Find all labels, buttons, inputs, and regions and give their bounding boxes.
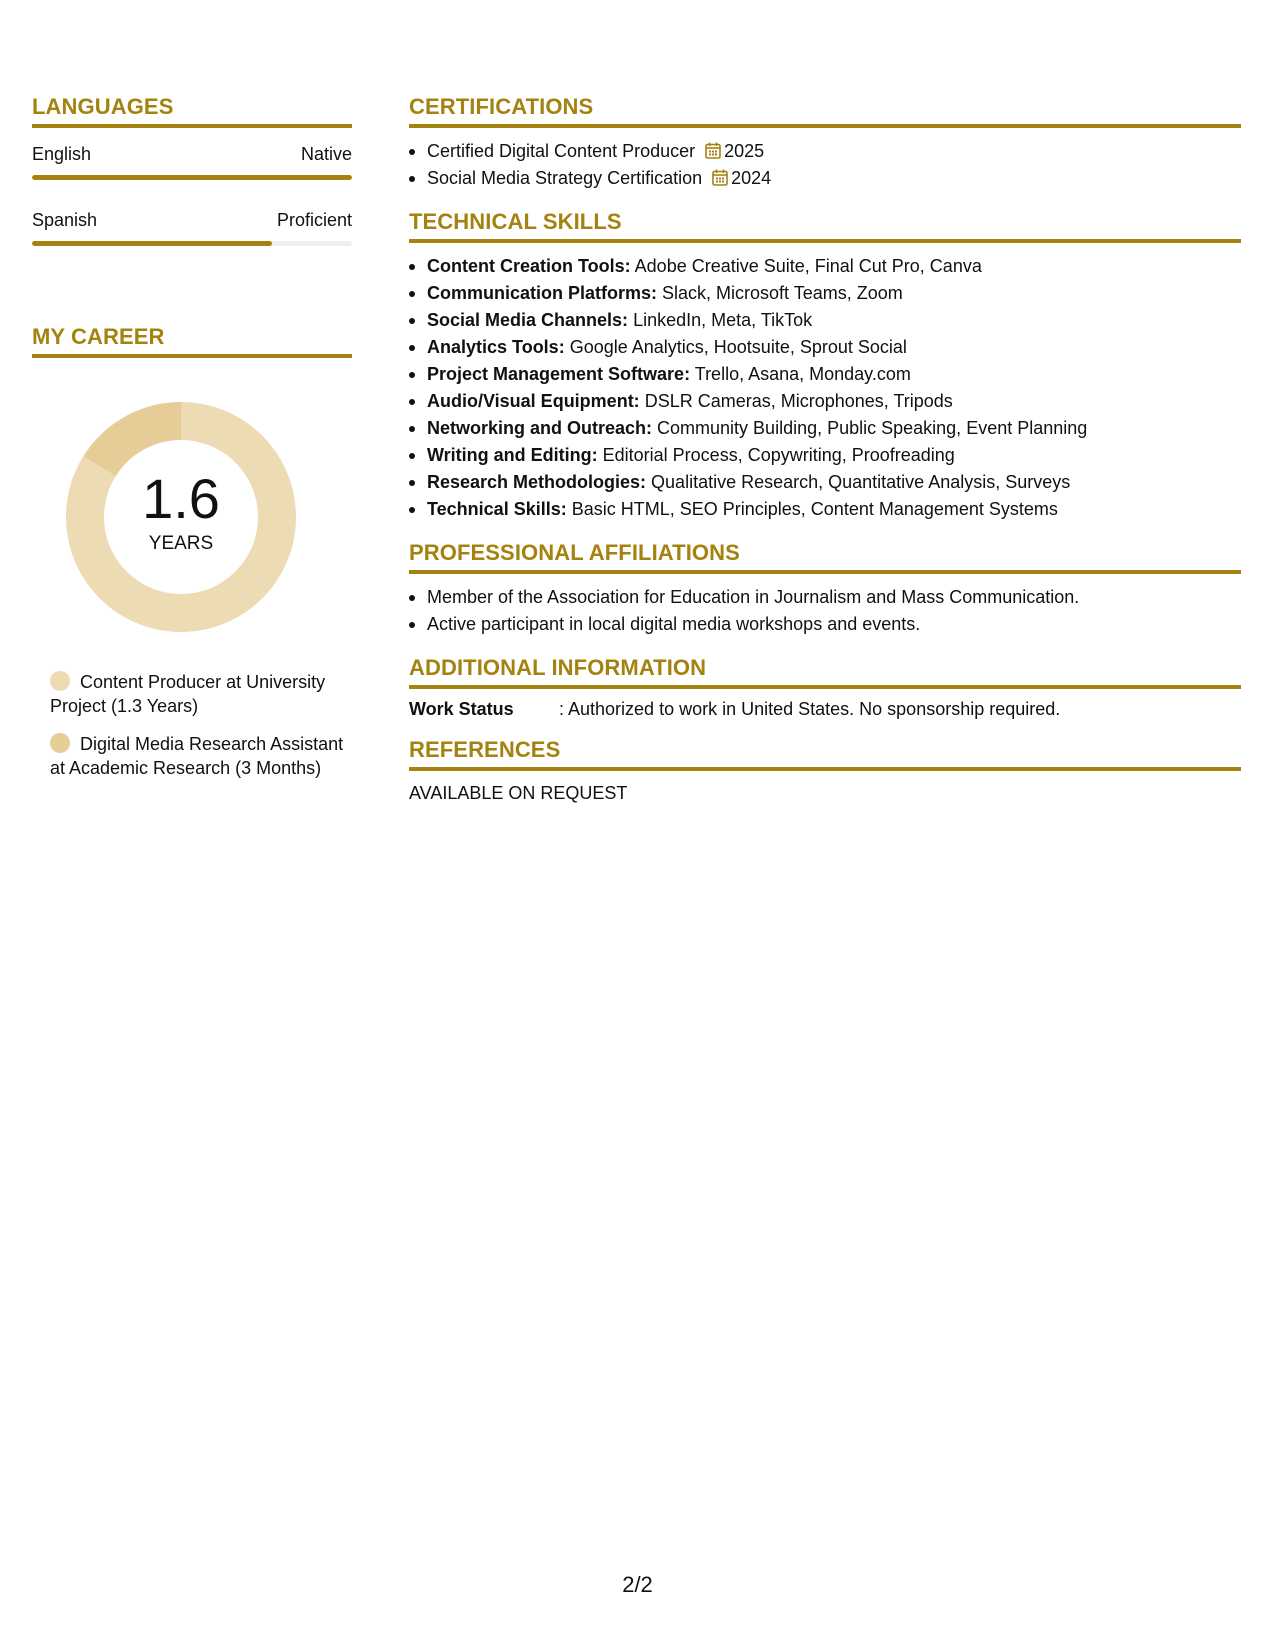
skill-label: Writing and Editing: <box>427 445 598 465</box>
skill-label: Analytics Tools: <box>427 337 565 357</box>
language-item-spanish <box>32 210 352 246</box>
skill-item <box>409 442 1241 469</box>
additional-info-title: ADDITIONAL INFORMATION <box>409 655 1241 689</box>
certifications-section <box>409 94 1241 192</box>
language-proficiency-bar <box>32 241 352 246</box>
references-title: REFERENCES <box>409 737 1241 771</box>
language-proficiency-bar <box>32 175 352 180</box>
technical-skills-list <box>409 253 1241 523</box>
legend-item <box>50 732 350 780</box>
skill-label: Networking and Outreach: <box>427 418 653 438</box>
skill-item <box>409 280 1241 307</box>
skill-value: Qualitative Research, Quantitative Analysis, Surveys <box>646 472 1071 492</box>
affiliations-section <box>409 540 1241 638</box>
career-section <box>32 324 352 780</box>
career-donut-chart <box>66 402 296 632</box>
certifications-list <box>409 138 1241 192</box>
technical-skills-section <box>409 209 1241 523</box>
affiliation-item: Active participant in local digital media workshops and events. <box>409 611 1241 638</box>
skill-item <box>409 496 1241 523</box>
skill-label: Audio/Visual Equipment: <box>427 391 640 411</box>
certification-name: Social Media Strategy Certification <box>427 168 703 188</box>
legend-dot-primary <box>50 671 70 691</box>
skill-label: Project Management Software: <box>427 364 691 384</box>
certifications-title: CERTIFICATIONS <box>409 94 1241 128</box>
skill-value: Community Building, Public Speaking, Event Planning <box>652 418 1088 438</box>
skill-item <box>409 415 1241 442</box>
skill-value: Google Analytics, Hootsuite, Sprout Social <box>564 337 907 357</box>
skill-item <box>409 361 1241 388</box>
right-column <box>409 94 1241 804</box>
legend-label: Digital Media Research Assistant at Academic Research (3 Months) <box>50 734 344 778</box>
calendar-icon <box>712 169 728 186</box>
additional-info-section <box>409 655 1241 720</box>
work-status-label: Work Status <box>409 699 514 719</box>
work-status-value: : Authorized to work in United States. No sponsorship required. <box>559 699 1061 719</box>
certification-item <box>409 165 1241 192</box>
language-name: Spanish <box>32 210 98 230</box>
legend-dot-secondary <box>50 733 70 753</box>
certification-year: 2024 <box>731 168 772 188</box>
career-legend <box>50 670 350 780</box>
affiliations-title: PROFESSIONAL AFFILIATIONS <box>409 540 1241 574</box>
languages-section <box>32 94 352 246</box>
certification-item <box>409 138 1241 165</box>
affiliation-item: Member of the Association for Education in Journalism and Mass Communication. <box>409 584 1241 611</box>
skill-value: Slack, Microsoft Teams, Zoom <box>657 283 903 303</box>
skill-item <box>409 469 1241 496</box>
references-section <box>409 737 1241 804</box>
skill-value: Basic HTML, SEO Principles, Content Management Systems <box>566 499 1058 519</box>
career-total-unit: YEARS <box>148 533 214 554</box>
career-total-value: 1.6 <box>142 467 220 530</box>
language-proficiency-fill <box>32 175 352 180</box>
work-status-row <box>409 699 1241 720</box>
left-column <box>32 94 352 780</box>
references-text: AVAILABLE ON REQUEST <box>409 783 628 803</box>
language-level: Native <box>300 144 352 164</box>
language-item-english <box>32 144 352 180</box>
career-title: MY CAREER <box>32 324 352 358</box>
skill-item <box>409 307 1241 334</box>
affiliations-list <box>409 584 1241 638</box>
skill-value: LinkedIn, Meta, TikTok <box>628 310 813 330</box>
page-number: 2/2 <box>622 1572 653 1597</box>
legend-label: Content Producer at University Project (1.3 Years) <box>50 672 326 716</box>
skill-item <box>409 388 1241 415</box>
skill-label: Communication Platforms: <box>427 283 658 303</box>
skill-item <box>409 253 1241 280</box>
skill-value: Trello, Asana, Monday.com <box>690 364 911 384</box>
skill-value: Editorial Process, Copywriting, Proofreading <box>597 445 955 465</box>
skill-value: DSLR Cameras, Microphones, Tripods <box>639 391 953 411</box>
legend-item <box>50 670 350 718</box>
certification-year: 2025 <box>724 141 765 161</box>
skill-label: Technical Skills: <box>427 499 567 519</box>
language-name: English <box>32 144 92 164</box>
skill-label: Research Methodologies: <box>427 472 647 492</box>
skill-item <box>409 334 1241 361</box>
languages-title: LANGUAGES <box>32 94 352 128</box>
language-proficiency-fill <box>32 241 272 246</box>
language-level: Proficient <box>276 210 352 230</box>
certification-name: Certified Digital Content Producer <box>427 141 696 161</box>
skill-label: Content Creation Tools: <box>427 256 631 276</box>
skill-value: Adobe Creative Suite, Final Cut Pro, Canva <box>630 256 982 276</box>
skill-label: Social Media Channels: <box>427 310 629 330</box>
technical-skills-title: TECHNICAL SKILLS <box>409 209 1241 243</box>
calendar-icon <box>705 142 721 159</box>
